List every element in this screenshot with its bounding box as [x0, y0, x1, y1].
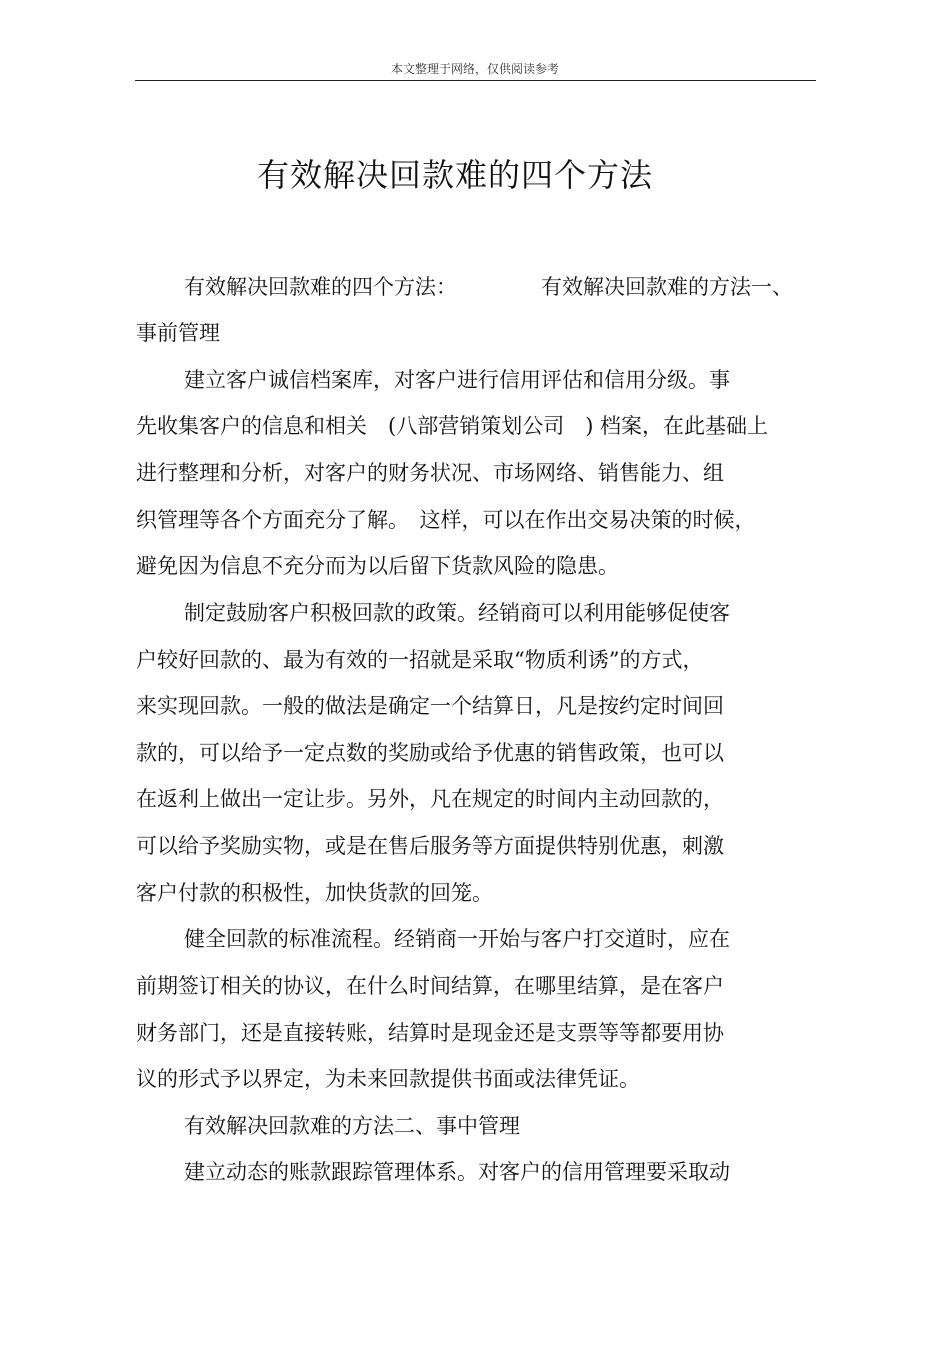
method-two-heading: 有效解决回款难的方法二、事中管理 — [184, 1114, 520, 1138]
body-line: 建立客户诚信档案库，对客户进行信用评估和信用分级。事 — [184, 368, 730, 392]
body-line: 客户付款的积极性，加快货款的回笼。 — [136, 881, 493, 905]
header-note: 本文整理于网络，仅供阅读参考 — [390, 62, 559, 76]
body-line: 在返利上做出一定让步。另外，凡在规定的时间内主动回款的， — [136, 787, 724, 811]
body-line: 可以给予奖励实物，或是在售后服务等方面提供特别优惠，刺激 — [136, 834, 724, 858]
document-title: 有效解决回款难的四个方法 — [256, 156, 653, 194]
body-line — [184, 272, 793, 302]
body-line: 健全回款的标准流程。经销商一开始与客户打交道时，应在 — [184, 927, 730, 951]
body-line: 议的形式予以界定，为未来回款提供书面或法律凭证。 — [136, 1067, 640, 1091]
body-line: 先收集客户的信息和相关 (八部营销策划公司 ) 档案，在此基础上 — [136, 414, 769, 438]
method-one-heading: 有效解决回款难的方法一、 — [541, 275, 793, 299]
body-line: 织管理等各个方面充分了解。 这样，可以在作出交易决策的时候， — [136, 508, 756, 532]
body-line: 来实现回款。一般的做法是确定一个结算日，凡是按约定时间回 — [136, 694, 724, 718]
body-line: 事前管理 — [136, 321, 220, 345]
body-line: 制定鼓励客户积极回款的政策。经销商可以利用能够促使客 — [184, 601, 730, 625]
body-line: 进行整理和分析，对客户的财务状况、市场网络、销售能力、组 — [136, 461, 724, 485]
intro-heading: 有效解决回款难的四个方法： — [184, 275, 457, 299]
body-line: 户较好回款的、最为有效的一招就是采取“物质利诱”的方式， — [136, 648, 704, 672]
body-line: 前期签订相关的协议，在什么时间结算，在哪里结算，是在客户 — [136, 974, 724, 998]
body-line: 建立动态的账款跟踪管理体系。对客户的信用管理要采取动 — [184, 1160, 730, 1184]
header-divider — [135, 80, 816, 81]
body-line: 避免因为信息不充分而为以后留下货款风险的隐患。 — [136, 554, 619, 578]
body-line: 财务部门，还是直接转账，结算时是现金还是支票等等都要用协 — [136, 1021, 724, 1045]
body-line: 款的，可以给予一定点数的奖励或给予优惠的销售政策，也可以 — [136, 741, 724, 765]
